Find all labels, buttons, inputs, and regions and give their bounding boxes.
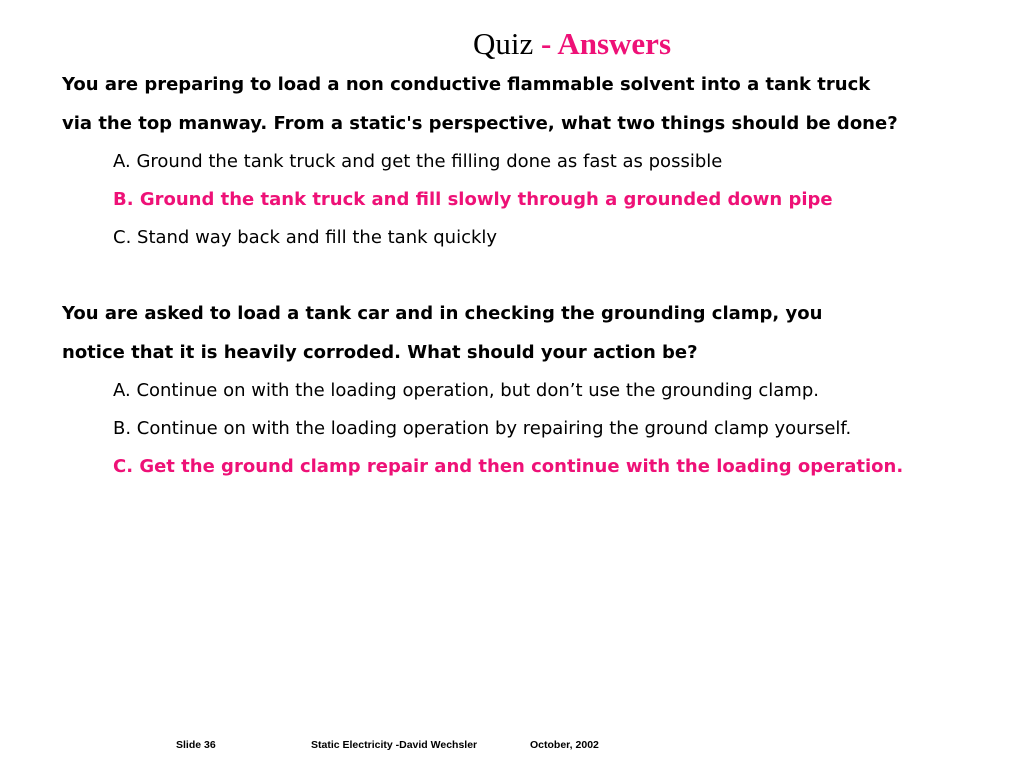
- question-2-option-b: B. Continue on with the loading operation by repairing the ground clamp yourself.: [113, 418, 852, 439]
- question-2-line-2: notice that it is heavily corroded. What should your action be?: [62, 342, 698, 363]
- title-main: Quiz: [472, 26, 534, 61]
- question-1-line-1: You are preparing to load a non conductive flammable solvent into a tank truck: [62, 74, 871, 95]
- question-1-option-b-correct: B. Ground the tank truck and fill slowly through a grounded down pipe: [113, 189, 833, 210]
- footer-date: October, 2002: [530, 739, 599, 751]
- question-2-option-a: A. Continue on with the loading operation, but don’t use the grounding clamp.: [113, 380, 819, 401]
- footer-presentation: Static Electricity -David Wechsler: [311, 739, 478, 751]
- question-1-option-c: C. Stand way back and fill the tank quickly: [113, 227, 498, 248]
- question-2-line-1: You are asked to load a tank car and in checking the grounding clamp, you: [62, 303, 823, 324]
- title-accent: - Answers: [540, 26, 672, 61]
- footer-slide-number: Slide 36: [176, 739, 216, 751]
- question-1-option-a: A. Ground the tank truck and get the filling done as fast as possible: [113, 151, 723, 172]
- slide-title: [0, 24, 1024, 64]
- question-1-line-2: via the top manway. From a static's perspective, what two things should be done?: [62, 113, 898, 134]
- question-2-option-c-correct: C. Get the ground clamp repair and then continue with the loading operation.: [113, 456, 904, 477]
